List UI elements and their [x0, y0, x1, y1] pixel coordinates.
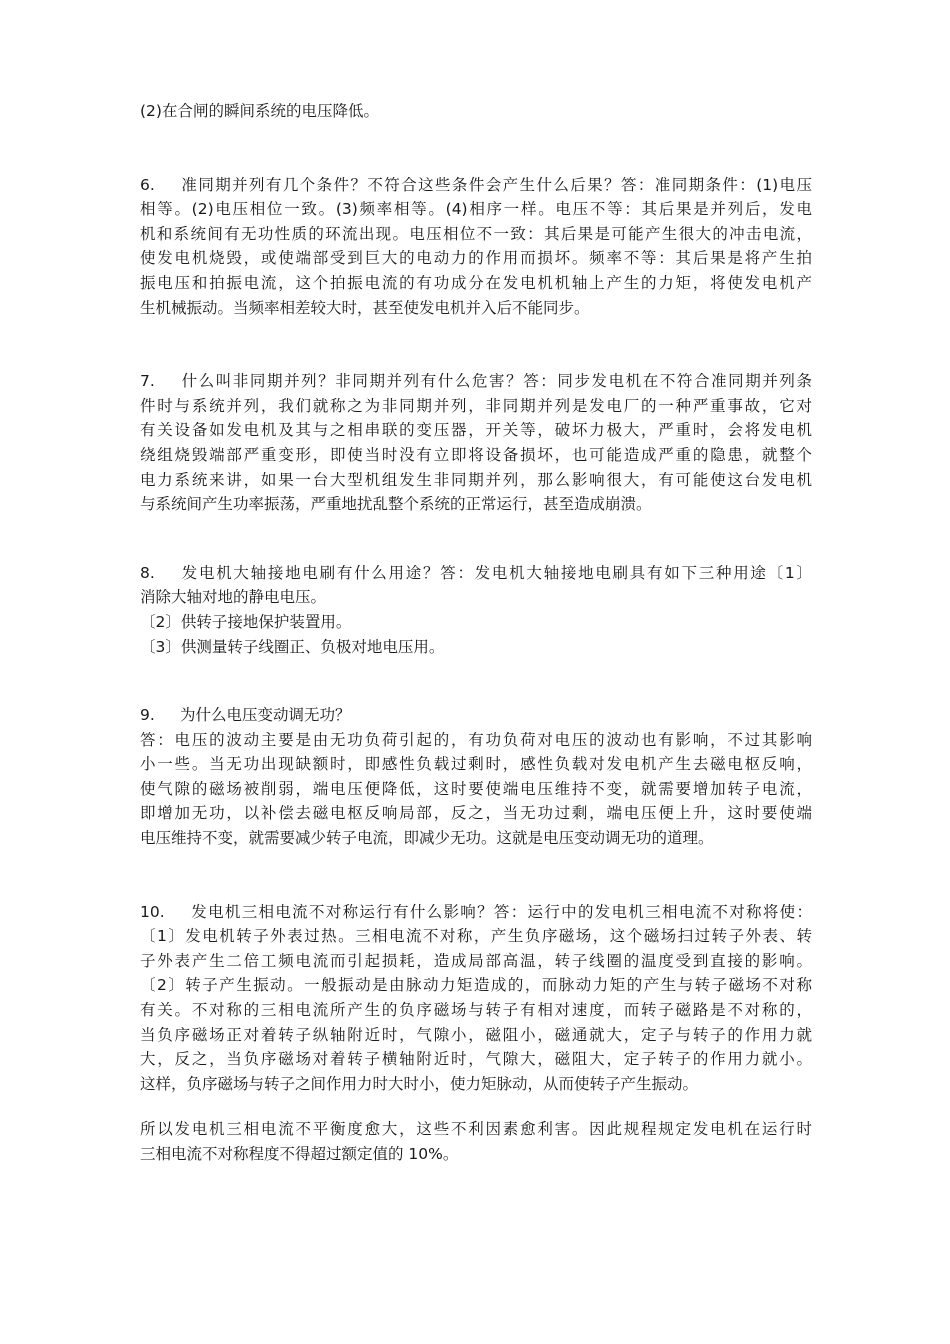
q9-line-4: 即增加无功，以补偿去磁电枢反响局部，反之，当无功过剩，端电压便上升，这时要使端: [140, 804, 812, 823]
question-8: [140, 561, 812, 659]
q6-line-1-text: 准同期并列有几个条件？不符合这些条件会产生什么后果？答：准同期条件：(1)电压: [180, 175, 812, 194]
q7-number: 7.: [140, 372, 155, 391]
q10-line-1-text: 发电机三相电流不对称运行有什么影响？答：运行中的发电机三相电流不对称将使：: [190, 902, 812, 921]
q10-line-4: 〔2〕转子产生振动。一般振动是由脉动力矩造成的，而脉动力矩的产生与转子磁场不对称: [140, 976, 812, 995]
q9-line-5: 电压维持不变，就需要减少转子电流，即减少无功。这就是电压变动调无功的道理。: [140, 829, 714, 848]
q7-line-1-text: 什么叫非同期并列？非同期并列有什么危害？答：同步发电机在不符合准同期并列条: [180, 372, 812, 391]
document-body: [140, 99, 812, 1167]
q10-line-6: 当负序磁场正对着转子纵轴附近时，气隙小，磁阻小，磁通就大，定子与转子的作用力就: [140, 1025, 812, 1044]
intro-line: (2)在合闸的瞬间系统的电压降低。: [140, 102, 379, 120]
q9-title: 为什么电压变动调无功？: [180, 706, 351, 725]
question-10: [140, 900, 812, 1167]
q9-title-line: [140, 703, 812, 728]
q10-number: 10.: [140, 902, 165, 921]
q9-line-1: 答：电压的波动主要是由无功负荷引起的，有功负荷对电压的波动也有影响，不过其影响: [140, 730, 812, 749]
q10-line-5: 有关。不对称的三相电流所产生的负序磁场与转子有相对速度，而转子磁路是不对称的，: [140, 1001, 812, 1020]
q10-conclusion-line-1: 所以发电机三相电流不平衡度愈大，这些不利因素愈利害。因此规程规定发电机在运行时: [140, 1120, 812, 1139]
q6-line-3: 机和系统间有无功性质的环流出现。电压相位不一致：其后果是可能产生很大的冲击电流，: [140, 224, 812, 243]
q10-line-2: 〔1〕发电机转子外表过热。三相电流不对称，产生负序磁场，这个磁场扫过转子外表、转: [140, 927, 812, 946]
q7-line-3: 有关设备如发电机及其与之相串联的变压器，开关等，破坏力极大，严重时，会将发电机: [140, 421, 812, 440]
q6-line-5: 振电压和拍振电流，这个拍振电流的有功成分在发电机机轴上产生的力矩，将使发电机产: [140, 273, 812, 292]
question-7: [140, 369, 812, 517]
q9-number: 9.: [140, 706, 155, 725]
q8-line-4: 〔3〕供测量转子线圈正、负极对地电压用。: [140, 637, 445, 656]
q8-line-3: 〔2〕供转子接地保护装置用。: [140, 612, 352, 631]
q7-line-5: 电力系统来讲，如果一台大型机组发生非同期并列，那么影响很大，有可能使这台发电机: [140, 470, 812, 489]
q7-line-1: [140, 369, 812, 394]
q7-line-6: 与系统间产生功率振荡，严重地扰乱整个系统的正常运行，甚至造成崩溃。: [140, 495, 652, 514]
q6-line-2: 相等。(2)电压相位一致。(3)频率相等。(4)相序一样。电压不等：其后果是并列后，发电: [140, 200, 812, 219]
q9-line-3: 使气隙的磁场被削弱，端电压便降低，这时要使端电压维持不变，就需要增加转子电流，: [140, 779, 812, 798]
q10-line-8: 这样，负序磁场与转子之间作用力时大时小，使力矩脉动，从而使转子产生振动。: [140, 1074, 699, 1093]
q8-line-2: 消除大轴对地的静电电压。: [140, 588, 327, 607]
q6-number: 6.: [140, 175, 155, 194]
q7-line-4: 绕组烧毁端部严重变形，即使当时没有立即将设备损坏，也可能造成严重的隐患，就整个: [140, 445, 812, 464]
q10-line-1: [140, 900, 812, 925]
q8-line-1: [140, 561, 812, 586]
q8-line-1-text: 发电机大轴接地电刷有什么用途？答：发电机大轴接地电刷具有如下三种用途〔1〕: [180, 563, 812, 582]
q8-number: 8.: [140, 563, 155, 582]
q6-line-1: [140, 173, 812, 198]
q10-line-7: 大，反之，当负序磁场对着转子横轴附近时，气隙大，磁阻大，定子转子的作用力就小。: [140, 1050, 812, 1069]
question-6: [140, 173, 812, 321]
question-9: [140, 703, 812, 851]
q6-line-4: 使发电机烧毁，或使端部受到巨大的电动力的作用而损坏。频率不等：其后果是将产生拍: [140, 249, 812, 268]
q9-line-2: 小一些。当无功出现缺额时，即感性负载过剩时，感性负载对发电机产生去磁电枢反响，: [140, 755, 812, 774]
q10-line-3: 子外表产生二倍工频电流而引起损耗，造成局部高温，转子线圈的温度受到直接的影响。: [140, 951, 812, 970]
q7-line-2: 件时与系统并列，我们就称之为非同期并列，非同期并列是发电厂的一种严重事故，它对: [140, 396, 812, 415]
q10-conclusion-line-2: 三相电流不对称程度不得超过额定值的 10%。: [140, 1145, 459, 1163]
q6-line-6: 生机械振动。当频率相差较大时，甚至使发电机并入后不能同步。: [140, 298, 590, 317]
